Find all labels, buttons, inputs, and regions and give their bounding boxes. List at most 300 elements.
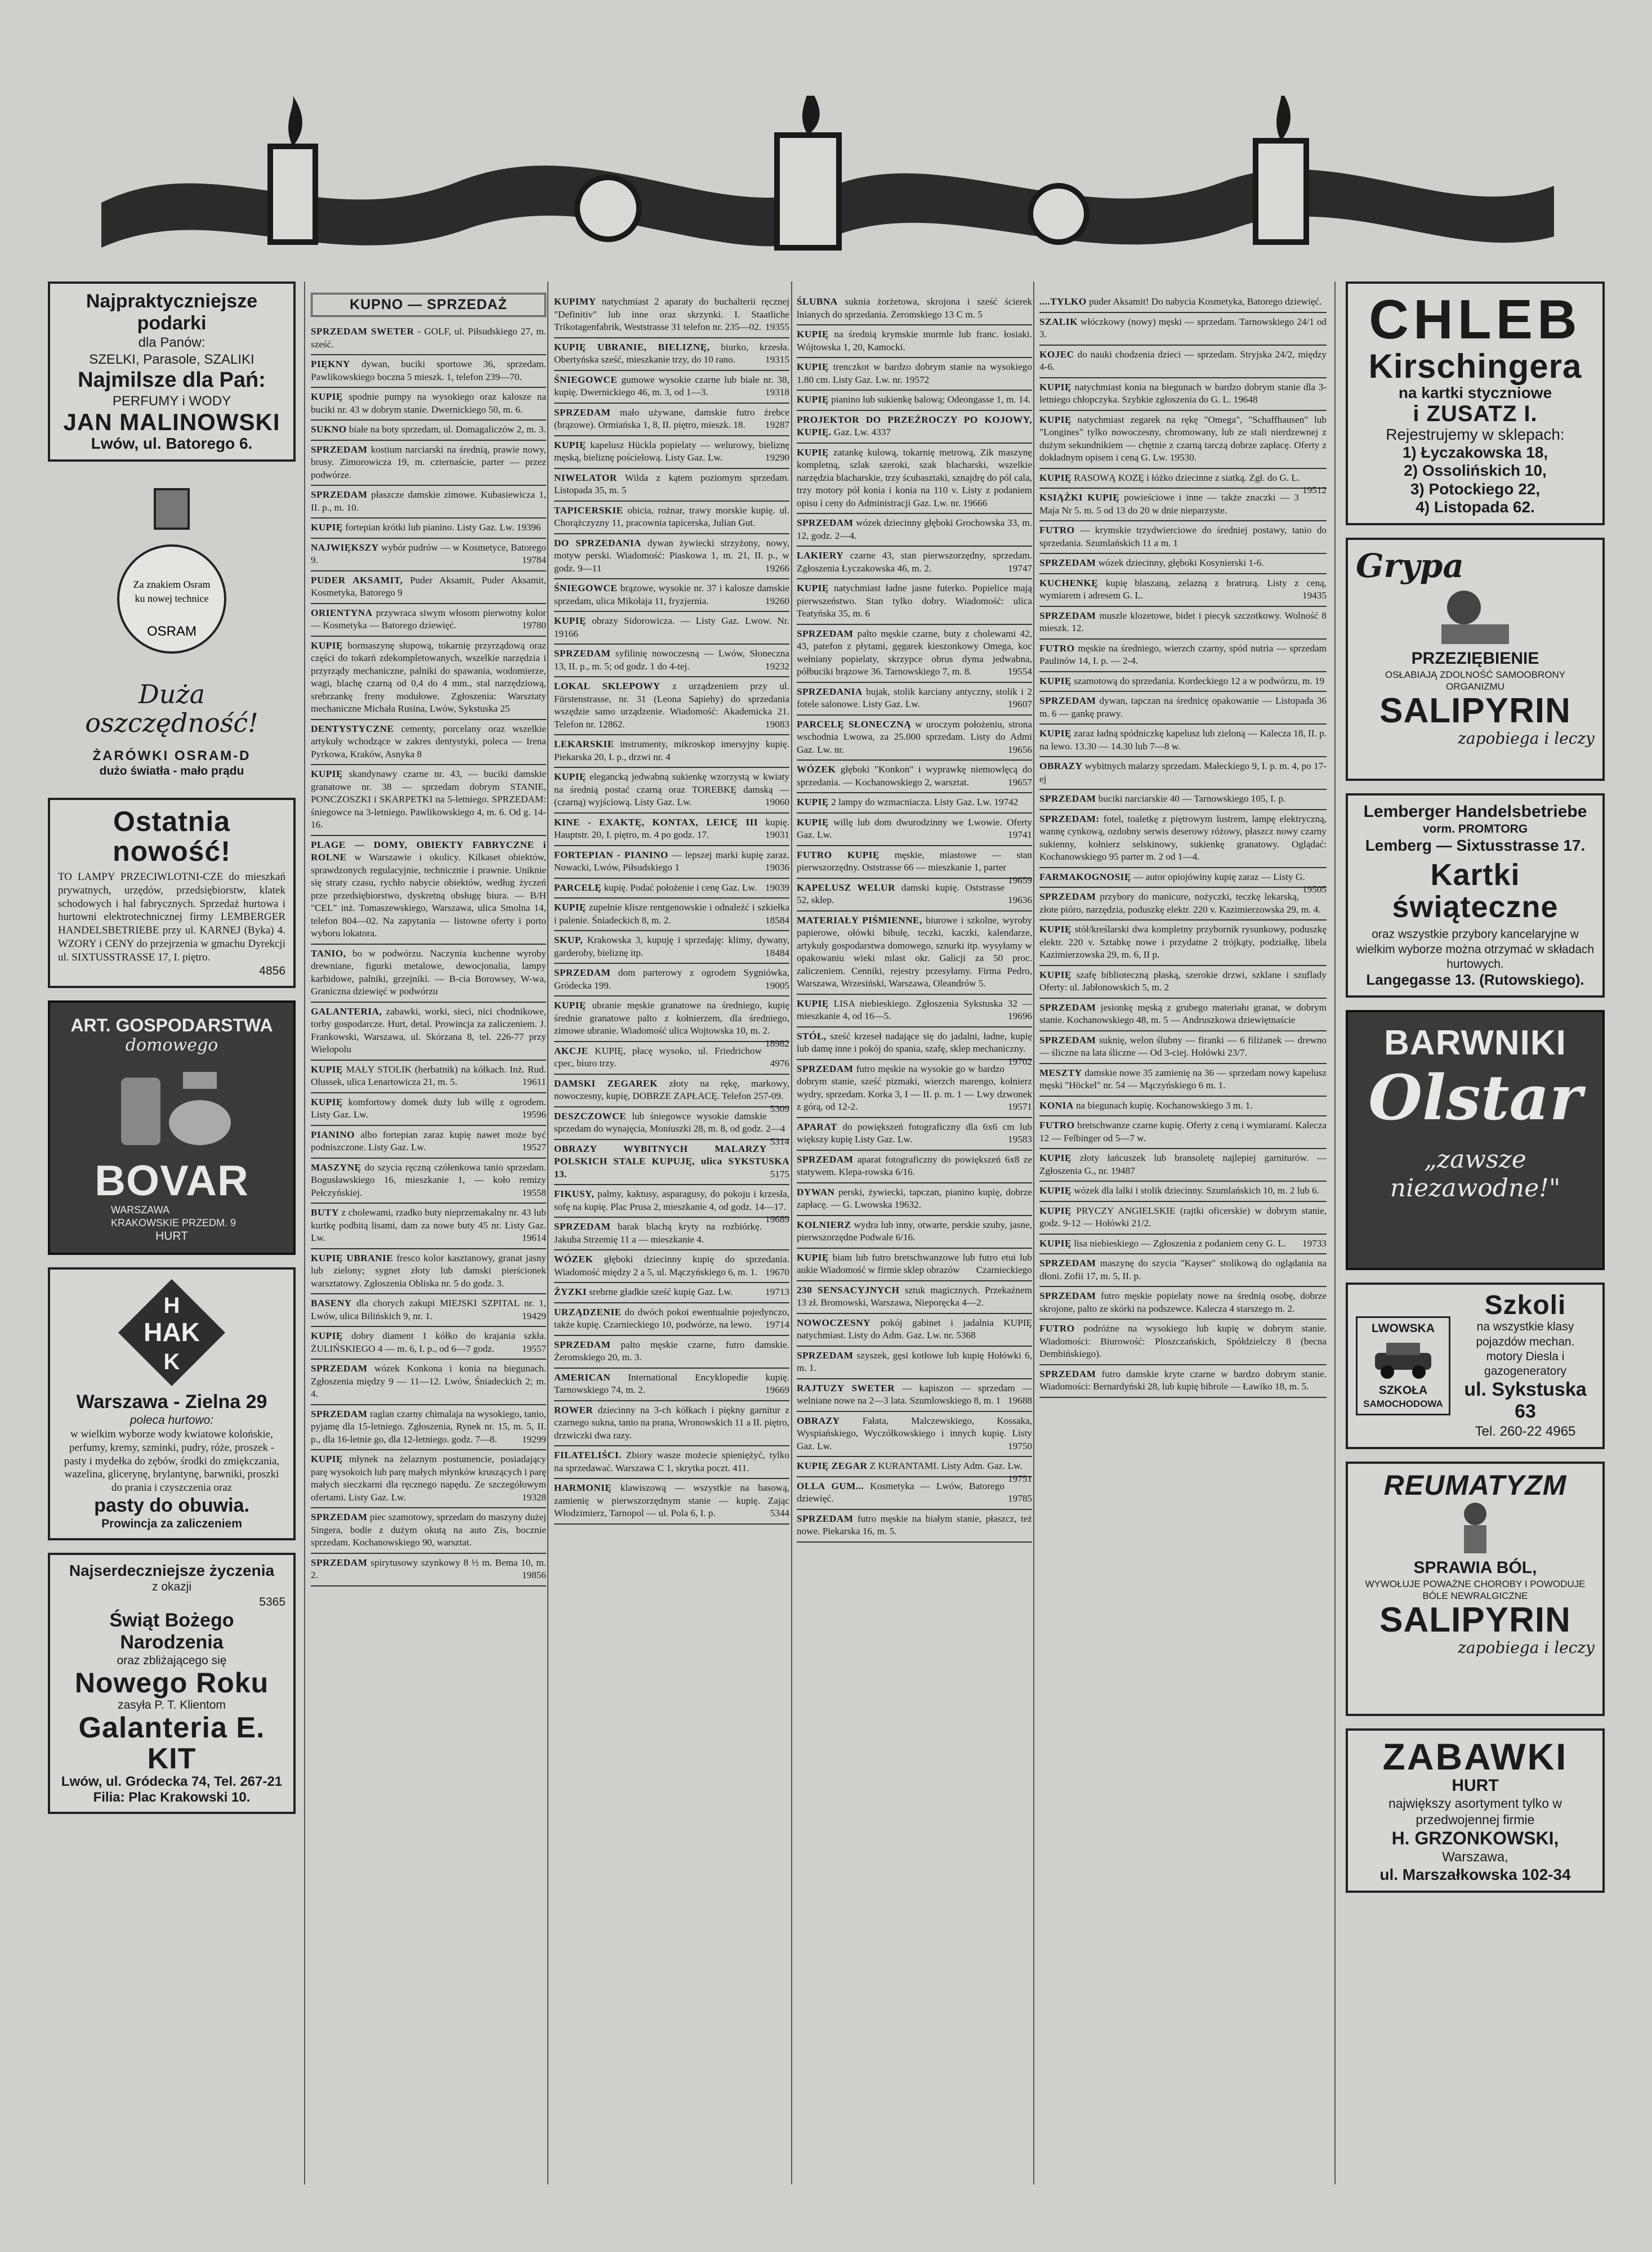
classified-ad <box>797 793 1032 814</box>
classified-ad <box>554 1336 789 1369</box>
ad-text: do szycia ręczną czółenkowa tanio sprzedam. Bogusławskiego 16, mieszkanie 1, — koło remizy Pełczyńskiej. <box>311 1161 546 1198</box>
ad-salipyrin-grypa <box>1346 538 1605 781</box>
ad-code: 19750 <box>1008 1440 1032 1451</box>
osram-slogan-2: oszczędność! <box>85 707 258 738</box>
ad-text: futro damskie kryte czarne w bardzo dobrym stanie. Wiadomości: Bernardyński 28, lub kupię bibrole — Ławiko 18, m. 5. <box>1039 1368 1327 1392</box>
ad-lead: 230 SENSACYJNYCH <box>797 1284 900 1295</box>
ad-lead: FARMAKOGNOSIĘ <box>1039 871 1131 882</box>
classified-ad <box>311 604 546 637</box>
ad-text: skandynawy czarne nr. 43, — buciki damskie granatowe nr. 38 — sprzedam dobrym STANIE, PONCZOSZKI i SKARPETKI na 5-letniego. SPRZEDAM: śniegowce na 3-letniego. Pawlikowskiego 4, m. 6. Od g. 14-16. <box>311 768 546 830</box>
ad-lead: DENTYSTYCZNE <box>311 723 394 734</box>
ad-text: Krakowska 3, kupuję i sprzedaję: klimy, dywany, garderoby, bieliznę itp. <box>554 935 789 958</box>
ad-lead: KUPIĘ <box>554 1000 586 1011</box>
ad-lead: LAKIERY <box>797 550 844 561</box>
ad-text: futro męskie popielaty nowe na średnią osobę, dobrze skrojone, palto ze skórki na podszewce. Kalecza 4 starszego m. 2. <box>1039 1290 1327 1314</box>
ad-lead: KUPIMY <box>554 296 596 307</box>
ad-lead: KUPIĘ <box>1039 675 1071 686</box>
ad-code: 19670 <box>765 1266 789 1277</box>
ad-lead: DYWAN <box>797 1186 835 1198</box>
ad-text: biurowe i szkolne, wyroby papierowe, ołówki bibułę, teczki, kaczki, kalendarze, artykuły gospodarstwa domowego, sznurki itp. wysyłamy w opakowaniu wieki mlast okr. Galicji za 50 proc. zaliczeniem. Cenniki, rejestry przesyłamy. Firma Pedro, Warszawa, Wrzesiński, Warszawa, Oleandrów 5. <box>797 914 1032 989</box>
ad-hak <box>48 1267 296 1540</box>
olstar-brand: Olstar <box>1368 1061 1582 1134</box>
hak-logo-letter: K <box>163 1349 180 1374</box>
ad-text: instrumenty, mikroskop imersyjny kupię. Piekarska 20, I. p., drzwi nr. 4 <box>554 739 789 762</box>
ad-code: 19554 <box>1008 666 1032 677</box>
column-rule <box>1033 282 1034 2184</box>
classified-ad <box>554 502 789 534</box>
hak-footer: Prowincja za zaliczeniem <box>101 1517 242 1530</box>
ad-lead: SPRZEDAM <box>311 1408 368 1419</box>
ad-lead: KUPIĘ <box>311 1064 343 1075</box>
ad-text: PRYCZY ANGIELSKIE (rajtki oficerskie) w dobrym stanie, godz. 9-12 — Hołówki 21/2. <box>1039 1205 1327 1228</box>
salipyrin-tagline: zapobiega i leczy <box>1458 729 1595 748</box>
column-rule <box>791 282 792 2184</box>
ad-code: 19714 <box>765 1319 789 1330</box>
classified-ad <box>311 1450 546 1508</box>
classified-ad <box>311 1294 546 1327</box>
ad-text: raglan czarny chimalaja na wysokiego, tanio, pyjamę dla 15-letniego. Zgłoszenia, Rynek nr. 15, m. 5, II. p., dla 16-letnie go, dla 12-letniego. godz. 7—8. <box>311 1408 546 1445</box>
classified-ad <box>311 355 546 388</box>
chleb-address: 2) Ossolińskich 10, <box>1404 462 1547 480</box>
classified-ad <box>554 612 789 645</box>
ad-lead: TAPICERSKIE <box>554 504 623 516</box>
ad-text: złoty na rękę, markowy, nowoczesny, kupię, DOBRZE ZAPŁACĘ. Telefon 257-09. <box>554 1078 789 1101</box>
ad-lead: HARMONIĘ <box>554 1482 612 1493</box>
ad-code: 19435 <box>1302 590 1327 601</box>
salipyrin-brand: SALIPYRIN <box>1379 1601 1571 1640</box>
ad-lead: URZĄDZENIE <box>554 1306 622 1317</box>
classified-ad <box>1039 554 1327 574</box>
ad-code: 19318 <box>765 387 789 397</box>
classified-ad <box>554 1479 789 1525</box>
classified-ad <box>797 579 1032 625</box>
ad-text: powieściowe i inne — także znaczki — 3 Maja Nr 5. m. 5 od 13 do 20 w dnie nieparzyste. <box>1039 492 1300 516</box>
ad-text: palto męskie czarne, buty z cholewami 42, 43, patefon z płytami, gęgarek kieszonkowy Omega, koc wełniany popielaty, skrzypce obrus dyma jedwabna, półbuciki brązowe 36. Tarnowskiego 7, m. 8. <box>797 628 1032 677</box>
ad-code: 19355 <box>765 321 789 332</box>
ad-lead: FUTRO <box>1039 525 1075 535</box>
classified-ad <box>311 571 546 604</box>
ad-line: JAN MALINOWSKI <box>63 408 280 435</box>
ad-lead: MATERIAŁY PIŚMIENNE, <box>797 914 922 926</box>
classified-ad <box>1039 1320 1327 1365</box>
ad-lead: ....TYLKO <box>1039 296 1087 307</box>
ad-lead: FIKUSY, <box>554 1188 595 1199</box>
classified-ad <box>1039 692 1327 725</box>
lemberger-line: Lemberger Handelsbetriebe <box>1363 802 1587 821</box>
ad-lead: LEKARSKIE <box>554 739 614 749</box>
ad-text: Puder Aksamit, Puder Aksamit, Kosmetyka, Batorego 9 <box>311 574 546 598</box>
ad-lead: APARAT <box>797 1121 838 1132</box>
classified-ad <box>797 547 1032 579</box>
classified-ad <box>311 836 546 945</box>
ad-lead: FUTRO <box>1039 1323 1075 1334</box>
candle-2 <box>777 135 839 248</box>
ad-lead: AMERICAN <box>554 1371 611 1383</box>
hak-pasta: pasty do obuwia. <box>94 1494 249 1516</box>
ad-text: muszle klozetowe, bidet i piecyk szczotkowy. Wolność 8 mieszk. 12. <box>1039 610 1327 633</box>
classified-ad <box>797 1060 1032 1118</box>
ad-text: syfilinię nowoczesną — Lwów, Słoneczna 13, II. p., m. 5; od godz. 1 do 4-tej. <box>554 648 789 672</box>
ad-text: Z KURANTAMI. Listy Adm. Gaz. Lw. <box>869 1460 1023 1471</box>
ad-text: szafę biblioteczną płaską, szerokie drzwi, szklane i szuflady Oferty: ul. Jabłonowskich 5, m. 2 <box>1039 969 1327 993</box>
hak-body: w wielkim wyborze wody kwiatowe kolońskie, perfumy, kremy, szminki, pudry, róże, proszek - pasty i mydełka do zębów, środki do zmiękczania, wazelina, glicerynę, brylantynę, barwniki, proszki do prania i czyszczenia oraz <box>64 1428 280 1494</box>
ad-text: Gaz. Lw. 4337 <box>834 427 891 437</box>
ad-text: fortepian krótki lub pianino. Listy Gaz. Lw. 19396 <box>345 522 541 533</box>
column-rule <box>304 282 305 2184</box>
ad-code: 19656 <box>1008 744 1032 755</box>
ad-lead: PARCELĘ <box>554 882 602 893</box>
ad-text: natychmiast 2 aparaty do buchalterii ręcznej "Definitiv" lub inne oraz skrzynki. I. Staatliche Trikotagenfabrik, Weststrasse 31 telefon nr. 235—02. <box>554 296 789 332</box>
ad-text: białe na boty sprzedam, ul. Domagaliczów 2, m. 3. <box>349 424 546 435</box>
candle-3 <box>1256 141 1306 242</box>
classified-ad <box>797 444 1032 515</box>
classified-ad <box>1039 672 1327 692</box>
ad-lead: BUTY <box>311 1207 339 1218</box>
classifieds-column-2 <box>554 293 789 1525</box>
chleb-title: CHLEB <box>1369 288 1582 350</box>
classified-ad <box>797 761 1032 793</box>
classified-ad <box>1039 313 1327 346</box>
ad-lead: KOLNIERZ <box>797 1219 851 1230</box>
classified-ad <box>554 735 789 768</box>
ad-text: maszynę do szycia "Kayser" stolikową do oglądania na dłoni. Zofii 17, m. 5, II. p. <box>1039 1258 1327 1281</box>
ad-lead: KUPIĘ <box>1039 414 1071 425</box>
badge-line: LWOWSKA <box>1372 1321 1435 1335</box>
zabawki-line: H. GRZONKOWSKI, <box>1391 1827 1559 1848</box>
ad-text: obicia, rożnar, trawy morskie kupię. ul. Chorążczyzny 11, pracownia tapicerska, Julian Gut. <box>554 504 789 528</box>
ad-code: 19571 <box>1008 1101 1032 1112</box>
ad-code: 19290 <box>765 452 789 463</box>
classified-ad <box>554 1283 789 1303</box>
classified-ad <box>554 1401 789 1447</box>
ad-text: podróżne na wysokiego lub kupię w dobrym stanie. Wiadomości: Biurowość: Ploszczańskich, Spółdzielczy 8 (becna Dembińskiego). <box>1039 1323 1327 1359</box>
classified-ad <box>554 677 789 735</box>
ad-lead: PIĘKNY <box>311 359 350 369</box>
classified-ad <box>1039 1064 1327 1097</box>
reumatyzm-line: WYWOŁUJE POWAŻNE CHOROBY I POWODUJE BÓLE NEWRALGICZNE <box>1365 1578 1586 1601</box>
ad-code: 19583 <box>1008 1134 1032 1145</box>
ad-text: głęboki dziecinny kupię do sprzedania. Wiadomość między 2 a 5, ul. Mączyńskiego 6, m. 1. <box>554 1254 789 1277</box>
kit-line: Lwów, ul. Gródecka 74, Tel. 267-21 <box>61 1774 283 1790</box>
classified-ad <box>554 1075 789 1114</box>
classified-ad <box>797 814 1032 846</box>
ad-lead: SPRZEDAM <box>554 1339 611 1350</box>
classified-ad <box>311 1508 546 1554</box>
ad-code: 19751 <box>1008 1473 1032 1484</box>
ad-text: kupię. Podać położenie i cenę Gaz. Lw. <box>604 882 757 893</box>
ad-lead: FORTEPIAN - PIANINO <box>554 849 668 860</box>
ad-lead: PROJEKTOR DO PRZEŹROCZY PO KOJOWY, KUPIĘ. <box>797 414 1032 437</box>
chleb-address: 1) Łyczakowska 18, <box>1402 444 1548 462</box>
ad-code: 19005 <box>765 980 789 991</box>
classified-ad <box>797 514 1032 547</box>
zabawki-line: HURT <box>1452 1776 1499 1795</box>
ad-code: 19299 <box>522 1433 546 1445</box>
ad-text: dywan żywiecki strzyżony, nowy, motyw perski. Wiadomość: Piaskowa 1, m. 21, II. p., w godz. 9—11 <box>554 537 789 574</box>
ad-nowosc <box>48 798 296 988</box>
ad-lead: KUPIĘ <box>311 640 343 651</box>
bovar-line: ART. GOSPODARSTWA <box>70 1015 273 1035</box>
ad-text: wózek dziecinny głęboki Grochowska 33, m. 12, godz. 2—4. <box>797 517 1032 541</box>
ad-text: dywan, tapczan na średnicę opakowanie — Listopada 36 m. 6 — gankę prawy. <box>1039 695 1327 719</box>
ad-lead: PUDER AKSAMIT, <box>311 574 403 586</box>
classified-ad <box>311 486 546 519</box>
ad-text: International Encyklopedie kupię. Tarnowskiego 74, m. 2. <box>554 1371 789 1395</box>
bauble-1 <box>577 177 639 239</box>
ad-text: futro męskie na wysokie go w bardzo dobrym stanie, sześć pizmaki, wierzch marengo, kołnierz wydry, sprzedam. Korka 3, I — II. p. m. 1 — Lwy dzwonek z górą, od 12-2. <box>797 1063 1032 1112</box>
ad-lead: PIANINO <box>311 1129 355 1140</box>
ad-lead: SPRZEDANIA <box>797 686 863 697</box>
classified-ad <box>797 846 1032 886</box>
classified-ad <box>1039 757 1327 790</box>
ad-code: 5309 <box>770 1103 789 1114</box>
kit-line: Najserdeczniejsze życzenia <box>69 1562 275 1580</box>
ad-lead: FILATELIŚCI. <box>554 1450 622 1460</box>
kit-code: 5365 <box>259 1595 285 1608</box>
classifieds-column-1 <box>311 293 546 1587</box>
ad-lead: SPRZEDAM <box>554 648 611 659</box>
szkola-address: ul. Sykstuska 63 <box>1464 1379 1587 1423</box>
ad-lead: SPRZEDAM <box>797 517 854 528</box>
salipyrin-tagline: zapobiega i leczy <box>1458 1638 1595 1657</box>
classified-ad <box>797 625 1032 683</box>
lemberger-line: oraz wszystkie przybory kancelaryjne w wielkim wyborze można otrzymać w składach hurtowych. <box>1356 928 1595 971</box>
ad-text: — lepszej marki kupię zaraz. Nowacki, Lwów, Piłsudskiego 1 <box>554 849 789 873</box>
ad-text: wózek dziecinny, głęboki Kosynierski 1-6. <box>1098 557 1264 568</box>
ad-lead: KUCHENKĘ <box>1039 577 1099 588</box>
ad-text: dywan, buciki sportowe 36, sprzedam. Pawlikowskiego boczna 5 mieszk. 1, telefon 239—70. <box>311 359 546 382</box>
nowosc-code: 4856 <box>259 964 285 978</box>
ad-text: Fałata, Malczewskiego, Kossaka, Wyspiańskiego, Wyczółkowskiego i innych kupię. Listy Gaz. Lw. <box>797 1415 1032 1451</box>
classified-ad <box>1039 1235 1327 1255</box>
ad-lead: SPRZEDAM <box>1039 557 1096 568</box>
ad-text: szamotową do sprzedania. Kordeckiego 12 a w podwórzu, m. 19 <box>1074 675 1325 686</box>
ad-lead: KUPIĘ UBRANIE <box>311 1252 394 1263</box>
classified-ad <box>797 1249 1032 1281</box>
ad-lead: PARCELĘ SŁONECZNĄ <box>797 718 912 730</box>
classified-ad <box>1039 1202 1327 1235</box>
ad-code: 19688 <box>1008 1395 1032 1406</box>
classified-ad <box>1039 1287 1327 1320</box>
classified-ad <box>554 1107 789 1147</box>
ad-lead: SPRZEDAM <box>1039 1034 1096 1045</box>
ad-lead: KUPIĘ <box>797 394 829 405</box>
ad-text: buciki narciarskie 40 — Tarnowskiego 105, I. p. <box>1098 793 1286 804</box>
ad-lead: KUPIĘ <box>1039 472 1071 483</box>
ad-lead: SPRZEDAM SWETER <box>311 326 414 337</box>
szkola-phone: Tel. 260-22 <box>1475 1423 1542 1439</box>
ad-text: barak blachą kryty na rozbiórkę. Jakuba Strzemię 11 a — mieszkanie 4. <box>554 1221 762 1245</box>
classified-ad <box>797 391 1032 411</box>
ad-text: piec szamotowy, sprzedam do maszyny dużej Singera, bodie z dużym okutą na auto Zis, bocznie sprzedam. Kochanowskiego 90, warsztat. <box>311 1512 546 1548</box>
ad-code: 19031 <box>765 829 789 840</box>
ad-text: obrazy Sidorowicza. — Listy Gaz. Lwow. Nr. 19166 <box>554 615 789 639</box>
sick-person-icon <box>1430 585 1520 647</box>
bovar-brand: BOVAR <box>95 1157 249 1205</box>
ad-lead: SPRZEDAM <box>554 406 611 418</box>
ad-text: — autor opiojówiny kupię zaraz — Listy G. <box>1133 871 1305 882</box>
ad-lead: KSIĄŻKI KUPIĘ <box>1039 492 1120 503</box>
ad-lead: SPRZEDAM <box>797 1350 854 1361</box>
classifieds-column-3 <box>797 293 1032 1543</box>
ad-code: 19747 <box>1008 562 1032 574</box>
bovar-line: HURT <box>155 1230 188 1243</box>
ad-lead: KUPIĘ <box>797 1252 829 1263</box>
ad-text: kupię blaszaną, zelazną z bratrurą. Listy z ceną, wymiarem i adresem G. L. <box>1039 577 1327 601</box>
ad-text: Kosmetyka — Lwów, Batorego dziewięć. <box>797 1480 1005 1504</box>
classified-ad <box>1039 1365 1327 1398</box>
ad-code: 19596 <box>522 1109 546 1120</box>
ad-lead: DAMSKI ZEGAREK <box>554 1078 658 1089</box>
ad-lead: STÓŁ, <box>797 1030 827 1042</box>
ad-code: 5314 <box>770 1136 789 1147</box>
classified-ad <box>797 1281 1032 1314</box>
classified-ad <box>797 911 1032 995</box>
bovar-line: domowego <box>125 1035 218 1056</box>
classified-ad <box>797 358 1032 391</box>
ad-text: kostium narciarski na średnią, prawie nowy, brusy. Zimorowicza 19, m. czternaście, parter — przez podwórze. <box>311 444 546 480</box>
ad-lead: SPRZEDAM <box>797 1154 854 1165</box>
classified-ad <box>797 716 1032 761</box>
zabawki-line: największy asortyment tylko w przedwojennej firmie <box>1388 1796 1562 1827</box>
ad-line: dla Panów: <box>138 335 206 351</box>
classified-ad <box>554 404 789 436</box>
ad-code: 19780 <box>522 620 546 631</box>
classified-ad <box>554 579 789 612</box>
ad-code: 19657 <box>1008 776 1032 788</box>
classified-ad <box>797 1027 1032 1067</box>
ad-code: 4976 <box>770 1058 789 1069</box>
ad-lead: GALANTERIA, <box>311 1006 382 1017</box>
ad-code: 19713 <box>765 1286 789 1297</box>
ad-text: suknia żorżetowa, skrojona i sześć ścierek lnianych do sprzedania. Żeromskiego 13 C m. 5 <box>797 296 1032 320</box>
ad-text: biurko, krzesła. Obertyńska sześć, mieszkanie trzy, do 10 rano. <box>554 341 789 365</box>
ad-lead: KUPIĘ <box>311 1330 343 1341</box>
ad-text: w Warszawie i okolicy. Kilkaset obiektów, sprawdzonych regulacyjnie, technicznie i prawnie. Uniknie się straty czasu, rychło nabycie obiektów, według życzeń prze przedsiębiorstwo, dyskretną obsługę biura. — B/H "CEL" inż. Tomaszewskiego, Warszawa, ulica Smolna 14, telefon 804—02. Na zapytania — listowne oferty i porto wyboru lokatora. <box>311 852 546 939</box>
lemberger-line: Lemberg — Sixtusstrasse 17. <box>1365 836 1586 854</box>
nowosc-body: TO LAMPY PRZECIWLOTNI-CZE do mieszkań prywatnych, urzędów, przedsiębiorstw, klatek schodowych i hal fabrycznych. Sprzedaż hurtowa i hurtowni elektrotechnicznej firmy LEMBERGER HANDELSBETRIEBE przy ul. KARNEJ (Byka) 4. WZORY i CENY do przejrzenia w gmachu Dyrekcji ul. SIXTUSSTRASSE 17, I. piętro. <box>58 871 285 963</box>
ad-lead: KAPELUSZ WELUR <box>797 882 895 893</box>
ad-lead: SPRZEDAM <box>1039 1002 1096 1013</box>
olstar-line: BARWNIKI <box>1384 1023 1566 1062</box>
kit-line: Nowego Roku <box>74 1667 269 1699</box>
classified-ad <box>311 765 546 836</box>
ad-code: 19266 <box>765 562 789 574</box>
classified-ad <box>554 1185 789 1225</box>
classified-ad <box>554 899 789 931</box>
ad-lead: ŚLUBNA <box>797 296 838 307</box>
reumatyzm-line: SPRAWIA BÓL, <box>1413 1558 1537 1578</box>
ad-text: sztuk magicznych. Przekaźnem 13 zł. Bromowski, Warszawa, Nieporęcka 4—2. <box>797 1284 1032 1308</box>
ad-text: z urządzeniem przy ul. Fürstenstrasse, nr. 31 (Leona Sapiehy) do sprzedania wszędzie samo urządzenie. Wiadomość: Akademicka 21. Telefon nr. 12862. <box>554 681 789 730</box>
classified-ad <box>311 720 546 766</box>
ad-text: brązowe, wysokie nr. 37 i kalosze damskie sprzedam, ulica Mikołaja 11, fryzjernia. <box>554 583 789 606</box>
ad-text: — kapiszon — sprzedam — welniane nowe na 2—3 lata. Szumlowskiego 8, m. 1 <box>797 1382 1032 1406</box>
ad-lead: KUPIĘ <box>554 615 586 626</box>
ad-lead: KUPIĘ <box>311 1454 343 1464</box>
ad-lead: ROWER <box>554 1404 593 1415</box>
ad-lead: KUPIĘ <box>797 446 829 458</box>
ad-code: 19741 <box>1008 829 1032 840</box>
classified-ad <box>1039 469 1327 495</box>
kit-line: z okazji <box>151 1580 192 1594</box>
ad-text: bretschwanze czarne kupię. Oferty z ceną i wymiarami. Kalecza 12 — Felbinger od 5—7 w. <box>1039 1120 1327 1143</box>
ad-lead: KUPIĘ <box>1039 924 1071 935</box>
olstar-slogan: „zawsze niezawodne!" <box>1390 1145 1561 1203</box>
ad-text: aparat fotograficzny do powiększeń 6x8 ze statywem. Klepa-rowska 6/16. <box>797 1154 1032 1177</box>
classified-ad <box>797 879 1032 911</box>
classified-ad <box>797 1457 1032 1484</box>
car-icon <box>1369 1336 1437 1381</box>
column-rule <box>547 282 548 2184</box>
classified-ad <box>1039 1149 1327 1182</box>
ad-lead: SZALIK <box>1039 316 1078 327</box>
ad-lead: SPRZEDAM <box>1039 793 1096 804</box>
ad-text: stół/kreślarski dwa kompletny przybornik rysunkowy, poduszkę elektr. 220 v. Sztabkę nowe i przydatne 2 trójkąty, podziałkę, libela Kazimierzowska 29, m. 6, II p. <box>1039 924 1327 960</box>
ad-lead: MESZTY <box>1039 1067 1082 1078</box>
classified-ad <box>797 1379 1032 1412</box>
szkola-badge <box>1356 1316 1450 1415</box>
classified-ad <box>554 879 789 899</box>
classified-ad <box>554 371 789 404</box>
lemberger-title: Kartki świąteczne <box>1392 857 1559 924</box>
osram-logo-text: OSRAM <box>146 624 197 640</box>
ad-lead: FUTRO <box>1039 1120 1075 1131</box>
ad-text: dziecinny na 3-ch kółkach i piękny garnitur z czarnego sukna, tanio na prana, Wronowskich 11 a II. piętro, drzwiczki dwa razy. <box>554 1404 789 1441</box>
ad-lead: KUPIĘ <box>797 583 829 593</box>
classified-ad <box>1039 607 1327 640</box>
szkola-code: 4965 <box>1546 1423 1576 1439</box>
classified-ad <box>554 768 789 814</box>
ad-text: - GOLF, ul. Piłsudskiego 27, m. sześć. <box>311 326 546 350</box>
bulb-text-2: ku nowej technice <box>135 593 209 605</box>
ad-chleb <box>1346 282 1605 525</box>
section-header: KUPNO — SPRZEDAŻ <box>311 293 546 317</box>
ad-lead: SPRZEDAM <box>1039 695 1096 706</box>
classified-ad <box>797 995 1032 1027</box>
ad-code: 19702 <box>1008 1056 1032 1067</box>
classifieds-column-4 <box>1039 293 1327 1398</box>
classified-ad <box>797 325 1032 358</box>
ad-text: palto męskie czarne, futro damskie. Żeromskiego 20, m. 3. <box>554 1339 789 1362</box>
ad-lead: KUPIĘ <box>797 329 829 339</box>
szkola-line: motory Diesla i gazogeneratory <box>1484 1350 1566 1378</box>
ad-lead: ORIENTYNA <box>311 607 373 618</box>
ad-code: 19505 <box>1302 884 1327 895</box>
ad-lead: KONIA <box>1039 1100 1074 1111</box>
ad-lead: KUPIĘ <box>797 797 829 807</box>
ad-text: wybór pudrów — w Kosmetyce, Batorego 9. <box>311 542 546 565</box>
classified-ad <box>797 1216 1032 1249</box>
ad-code: 19558 <box>522 1187 546 1198</box>
ad-lead: KUPIĘ <box>1039 1237 1071 1249</box>
bulb-text-1: Za znakiem Osram <box>133 579 211 591</box>
ad-lead: SPRZEDAM <box>1039 1368 1096 1379</box>
ad-lead: SPRZEDAM <box>1039 1258 1096 1268</box>
classified-ad <box>1039 921 1327 966</box>
classified-ad <box>311 945 546 1003</box>
hak-logo-letter: H <box>163 1293 180 1318</box>
osram-slogan-1: Duża <box>138 679 206 710</box>
ad-text: wózek Konkona i konia na biegunach. Zgłoszenia między 9 — 11—12. Lwów, Śniadeckich 2; m. 4. <box>311 1363 546 1399</box>
ad-code: 18484 <box>765 947 789 958</box>
ad-code: 19260 <box>765 595 789 606</box>
ad-zabawki <box>1346 1728 1605 1893</box>
classified-ad <box>311 388 546 421</box>
ad-line: Najpraktyczniejsze podarki <box>86 291 258 334</box>
classified-ad <box>311 323 546 355</box>
ad-text: Zbiory wasze możecie spieniężyć, tylko na sprzedawać. Warszawa C 1, skrytka poczt. 411. <box>554 1450 789 1473</box>
